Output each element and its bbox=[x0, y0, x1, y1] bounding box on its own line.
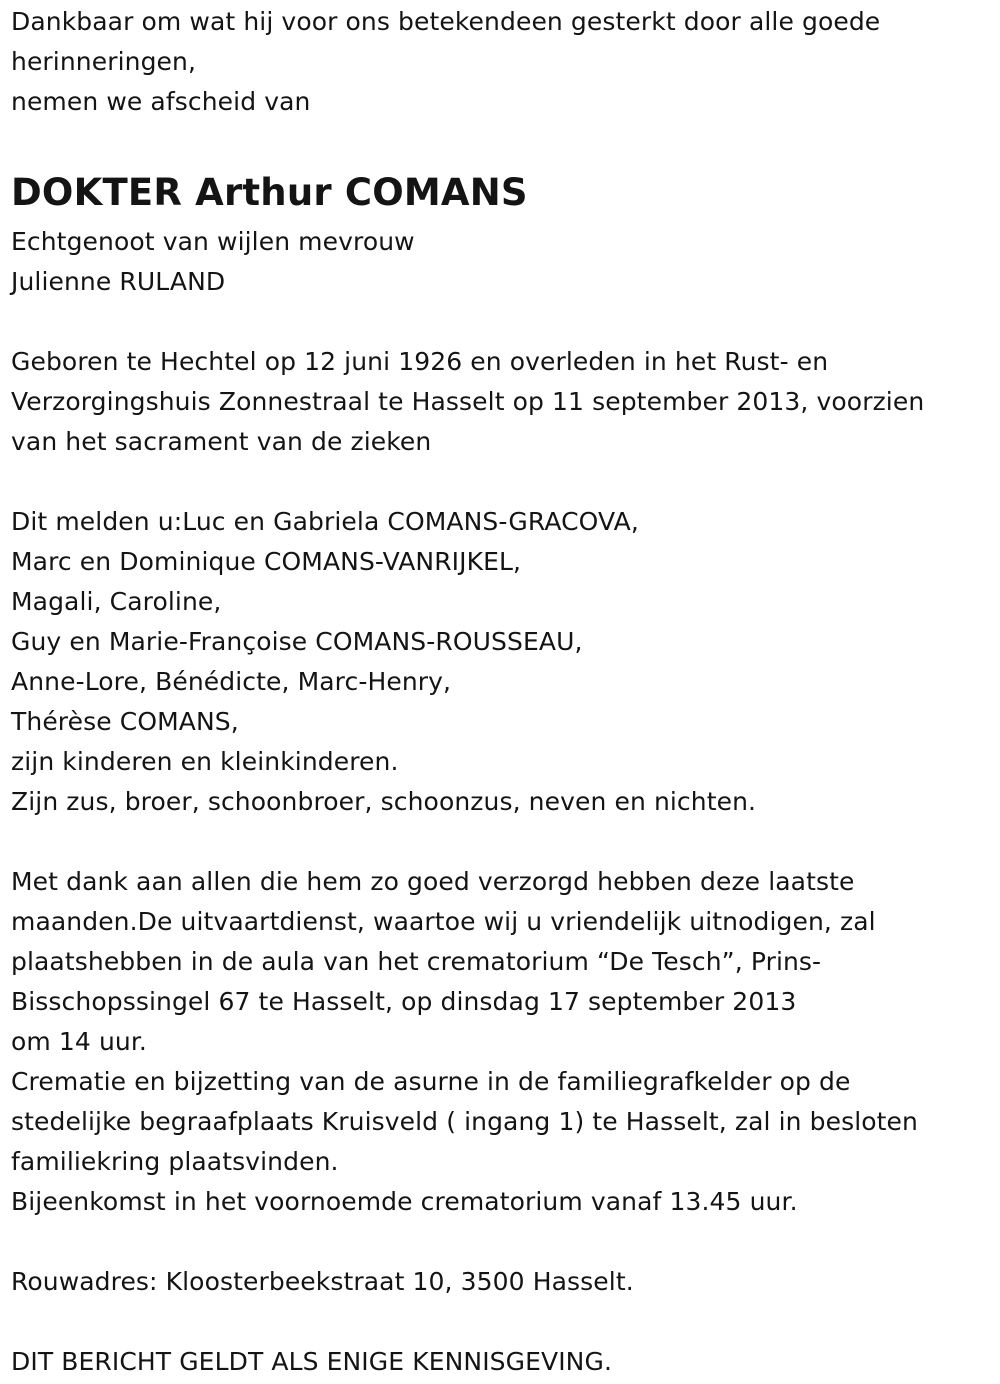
service-line: plaatshebben in de aula van het crematorium “De Tesch”, Prins- bbox=[11, 947, 822, 976]
intro-line: nemen we afscheid van bbox=[11, 87, 311, 116]
birth-death-line: Geboren te Hechtel op 12 juni 1926 en overleden in het Rust- en bbox=[11, 347, 829, 376]
service-line: Met dank aan allen die hem zo goed verzorgd hebben deze laatste bbox=[11, 867, 855, 896]
spouse-line: Julienne RULAND bbox=[11, 267, 226, 296]
service-paragraph bbox=[11, 862, 970, 1222]
spacer bbox=[11, 822, 970, 862]
spacer bbox=[11, 1222, 970, 1262]
service-line: familiekring plaatsvinden. bbox=[11, 1147, 339, 1176]
family-line: Dit melden u:Luc en Gabriela COMANS-GRACOVA, bbox=[11, 507, 639, 536]
spacer bbox=[11, 122, 970, 162]
family-line: Thérèse COMANS, bbox=[11, 707, 239, 736]
family-line: Anne-Lore, Bénédicte, Marc-Henry, bbox=[11, 667, 452, 696]
spacer bbox=[11, 462, 970, 502]
family-line: zijn kinderen en kleinkinderen. bbox=[11, 747, 399, 776]
intro-line: herinneringen, bbox=[11, 47, 197, 76]
mourning-address: Rouwadres: Kloosterbeekstraat 10, 3500 Hasselt. bbox=[11, 1267, 634, 1296]
spouse-line: Echtgenoot van wijlen mevrouw bbox=[11, 227, 415, 256]
service-line: maanden.De uitvaartdienst, waartoe wij u vriendelijk uitnodigen, zal bbox=[11, 907, 876, 936]
intro-paragraph bbox=[11, 2, 970, 122]
service-line: stedelijke begraafplaats Kruisveld ( ingang 1) te Hasselt, zal in besloten bbox=[11, 1107, 918, 1136]
deceased-name-heading: DOKTER Arthur COMANS bbox=[11, 171, 528, 214]
spouse-paragraph bbox=[11, 222, 970, 302]
birth-death-paragraph bbox=[11, 342, 970, 462]
family-paragraph bbox=[11, 502, 970, 822]
intro-line: Dankbaar om wat hij voor ons betekendeen gesterkt door alle goede bbox=[11, 7, 881, 36]
family-line: Marc en Dominique COMANS-VANRIJKEL, bbox=[11, 547, 522, 576]
family-line: Guy en Marie-Françoise COMANS-ROUSSEAU, bbox=[11, 627, 583, 656]
spacer bbox=[11, 302, 970, 342]
notice-line: DIT BERICHT GELDT ALS ENIGE KENNISGEVING. bbox=[11, 1347, 612, 1376]
spacer bbox=[11, 1302, 970, 1342]
birth-death-line: Verzorgingshuis Zonnestraal te Hasselt op 11 september 2013, voorzien bbox=[11, 387, 925, 416]
family-line: Zijn zus, broer, schoonbroer, schoonzus, neven en nichten. bbox=[11, 787, 757, 816]
family-line: Magali, Caroline, bbox=[11, 587, 222, 616]
birth-death-line: van het sacrament van de zieken bbox=[11, 427, 432, 456]
service-line: om 14 uur. bbox=[11, 1027, 147, 1056]
service-line: Bijeenkomst in het voornoemde crematorium vanaf 13.45 uur. bbox=[11, 1187, 798, 1216]
service-line: Crematie en bijzetting van de asurne in de familiegrafkelder op de bbox=[11, 1067, 851, 1096]
service-line: Bisschopssingel 67 te Hasselt, op dinsdag 17 september 2013 bbox=[11, 987, 797, 1016]
